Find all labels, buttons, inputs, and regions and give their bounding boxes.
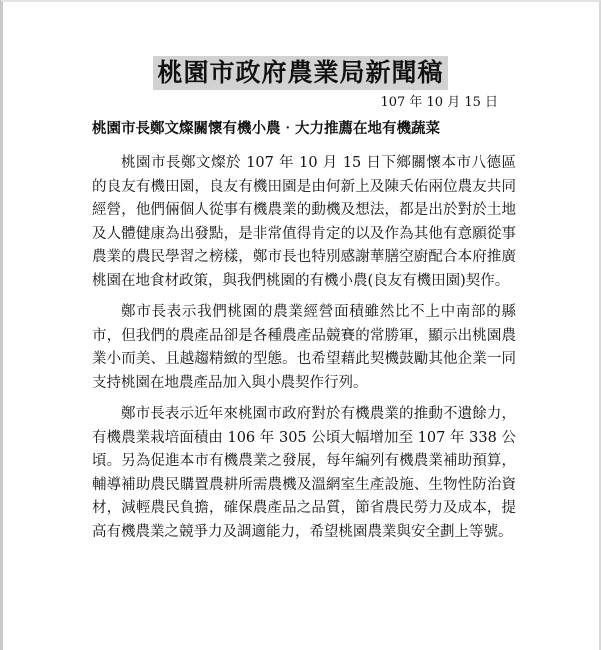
document-subtitle: 桃園市長鄭文燦關懷有機小農‧大力推薦在地有機蔬菜 <box>92 120 440 137</box>
document-body <box>92 152 516 552</box>
paragraph: 鄭市長表示近年來桃園市政府對於有機農業的推動不遺餘力，有機農業栽培面積由 106 年 305 公頃大幅增加至 107 年 338 公頃。另為促進本市有機農業之發展，每年編列有機農業補助預算，輔導補助農民購置農耕所需農機及溫網室生產設施、生物性防治資材，減輕農民負擔，確保農產品之品質，節省農民勞力及成本，提高有機農業之競爭力及調適能力，希望桃園農業與安全劃上等號。 <box>92 406 516 540</box>
document-title: 桃園市政府農業局新聞稿 <box>153 56 447 90</box>
document-date: 107 年 10 月 15 日 <box>380 95 498 110</box>
title-container <box>0 56 601 90</box>
paragraph: 鄭市長表示我們桃園的農業經營面積雖然比不上中南部的縣市，但我們的農產品卻是各種農產品競賽的常勝軍，顯示出桃園農業小而美、且越趨精緻的型態。也希望藉此契機鼓勵其他企業一同支持桃園在地農產品加入與小農契作行列。 <box>92 304 516 391</box>
paragraph: 桃園市長鄭文燦於 107 年 10 月 15 日下鄉關懷本市八德區的良友有機田園，良友有機田園是由何新上及陳夭佑兩位農友共同經營，他們倆個人從事有機農業的動機及想法，都是出於對於土地及人體健康為出發點，是非常值得肯定的以及作為其他有意願從事農業的農民學習之榜樣，鄭市長也特別感謝華膳空廚配合本府推廣桃園在地食材政策，與我們桃園的有機小農(良友有機田園)契作。 <box>92 155 516 289</box>
